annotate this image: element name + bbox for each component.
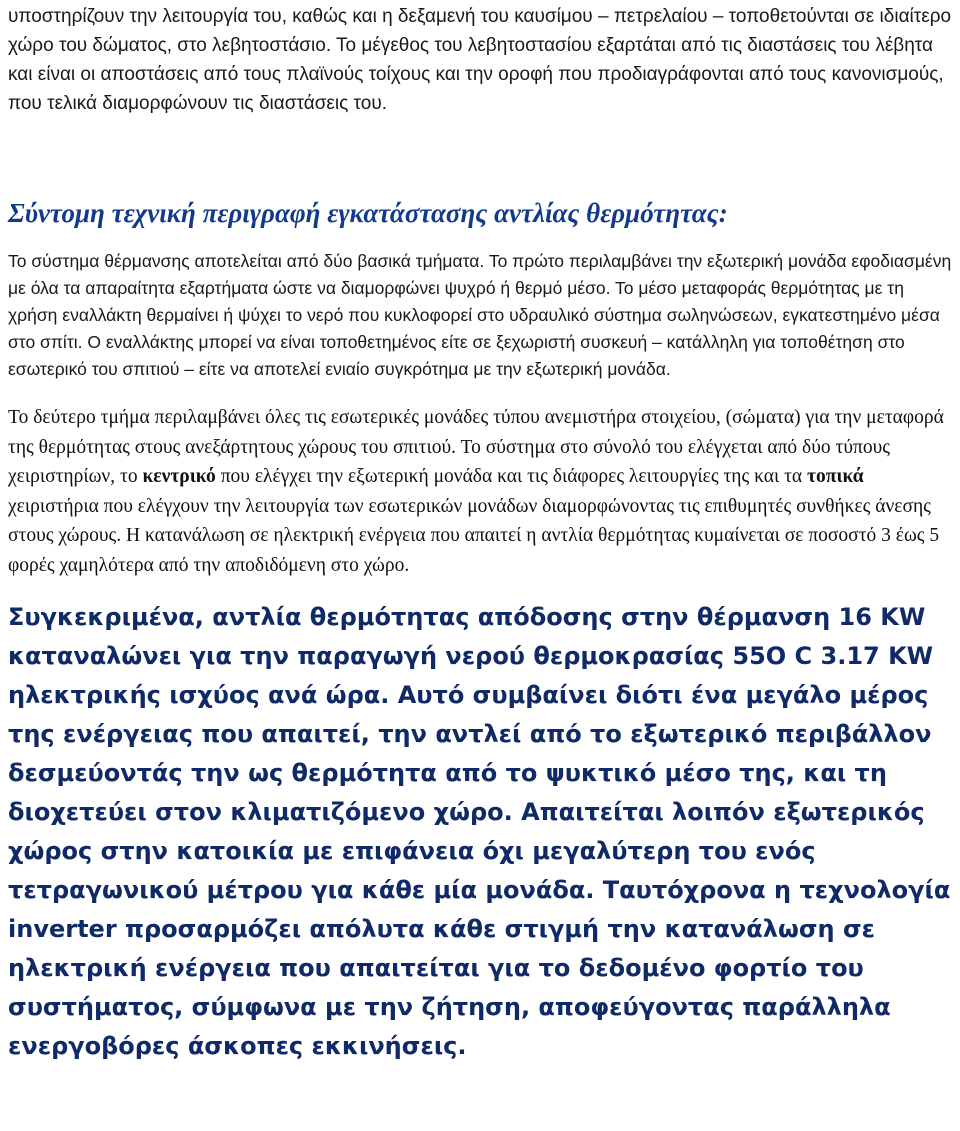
controls-text-part3: χειριστήρια που ελέγχουν την λειτουργία των εσωτερικών μονάδων διαμορφώνοντας τις επιθυμητές συνθήκες άνεσης στους χώρους. Η κατανάλωση σε ηλεκτρική ενέργεια που απαιτεί η αντλία θερμότητας κυμαίνεται σε ποσοστό 3 έως 5 φορές χαμηλότερα από την αποδιδόμενη στο χώρο.	[8, 495, 940, 576]
controls-text-part1: Το δεύτερο τμήμα περιλαμβάνει όλες τις εσωτερικές μονάδες τύπου ανεμιστήρα στοιχείου, (σώματα) για την μεταφορά της θερμότητας στους ανεξάρτητους χώρους του σπιτιού. Το σύστημα στο σύνολό του ελέγχεται από δύο τύπους χειριστηρίων, το	[8, 407, 944, 487]
central-controller-term: κεντρικό	[142, 466, 216, 487]
section-heading: Σύντομη τεχνική περιγραφή εγκατάστασης αντλίας θερμότητας:	[8, 198, 728, 228]
efficiency-highlight-paragraph: Συγκεκριμένα, αντλία θερμότητας απόδοσης στην θέρμανση 16 KW καταναλώνει για την παραγωγή νερού θερμοκρασίας 55Ο C 3.17 KW ηλεκτρικής ισχύος ανά ώρα. Αυτό συμβαίνει διότι ένα μεγάλο μέρος της ενέργειας που απαιτεί, την αντλεί από το εξωτερικό περιβάλλον δεσμεύοντάς την ως θερμότητα από το ψυκτικό μέσο της, και τη διοχετεύει στον κλιματιζόμενο χώρο. Απαιτείται λοιπόν εξωτερικός χώρος στην κατοικία με επιφάνεια όχι μεγαλύτερη του ενός τετραγωνικού μέτρου για κάθε μία μονάδα. Ταυτόχρονα η τεχνολογία inverter προσαρμόζει απόλυτα κάθε στιγμή την κατανάλωση σε ηλεκτρική ενέργεια που απαιτείται για το δεδομένο φορτίο του συστήματος, σύμφωνα με την ζήτηση, αποφεύγοντας παράλληλα ενεργοβόρες άσκοπες εκκινήσεις.	[8, 603, 951, 1060]
document-page	[8, 0, 954, 1066]
intro-paragraph: υποστηρίζουν την λειτουργία του, καθώς και η δεξαμενή του καυσίμου – πετρελαίου – τοποθετούνται σε ιδιαίτερο χώρο του δώματος, στο λεβητοστάσιο. Το μέγεθος του λεβητοστασίου εξαρτάται από τις διαστάσεις του λέβητα και είναι οι αποστάσεις από τους πλαϊνούς τοίχους και την οροφή που προδιαγράφονται από τους κανονισμούς, που τελικά διαμορφώνουν τις διαστάσεις του.	[8, 6, 952, 114]
controls-text-part2: που ελέγχει την εξωτερική μονάδα και τις διάφορες λειτουργίες της και τα	[215, 466, 807, 487]
controls-paragraph	[8, 403, 954, 580]
local-controller-term: τοπικά	[807, 466, 864, 487]
system-description-paragraph: Το σύστημα θέρμανσης αποτελείται από δύο βασικά τμήματα. Το πρώτο περιλαμβάνει την εξωτερική μονάδα εφοδιασμένη με όλα τα απαραίτητα εξαρτήματα ώστε να διαμορφώνει ψυχρό ή θερμό μέσο. Το μέσο μεταφοράς θερμότητας με τη χρήση εναλλάκτη θερμαίνει ή ψύχει το νερό που κυκλοφορεί στο υδραυλικό σύστημα σωληνώσεων, εγκατεστημένο μέσα στο σπίτι. Ο εναλλάκτης μπορεί να είναι τοποθετημένος είτε σε ξεχωριστή συσκευή – κατάλληλη για τοποθέτηση στο εσωτερικό του σπιτιού – είτε να αποτελεί ενιαίο συγκρότημα με την εξωτερική μονάδα.	[8, 251, 952, 379]
